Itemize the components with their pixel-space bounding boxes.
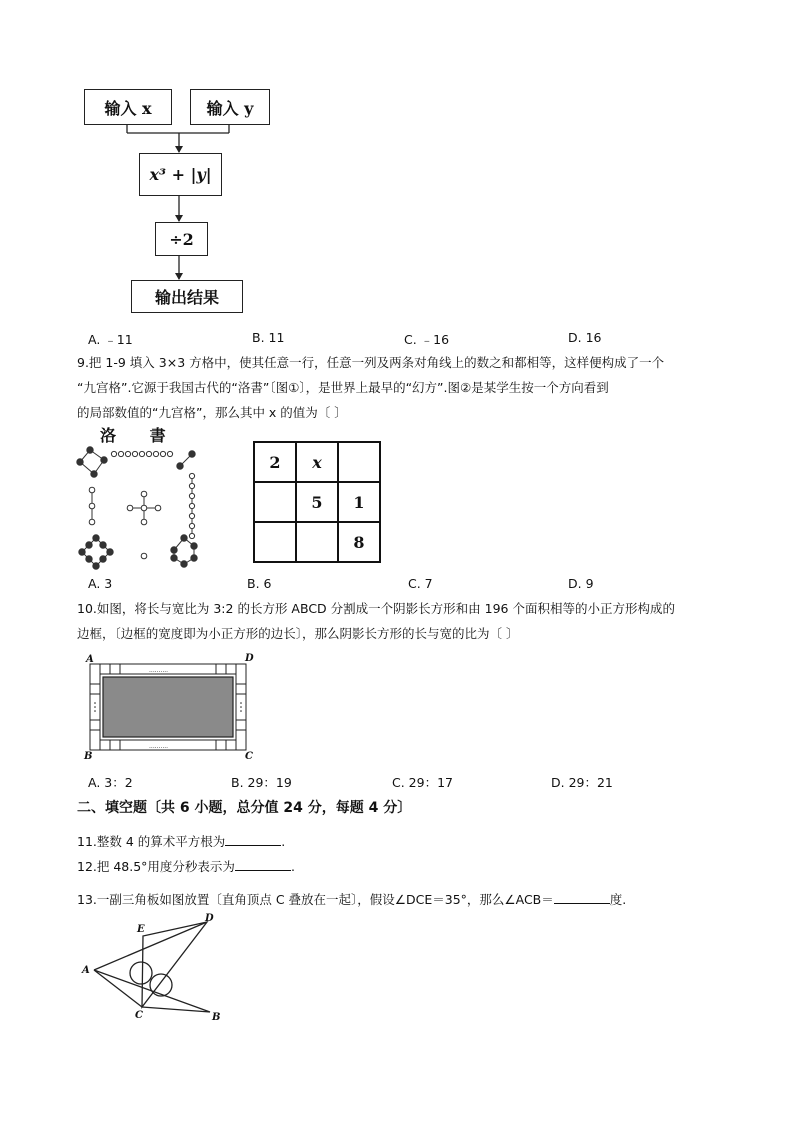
label-a: A [86, 654, 94, 665]
q12-text: 12.把 48.5°用度分秒表示为 [77, 859, 235, 874]
flow-divide: ÷2 [155, 222, 208, 256]
label-d: D [245, 653, 254, 664]
label-d: D [205, 913, 214, 924]
grid-cell [254, 522, 296, 562]
q8-option-c[interactable]: C. ﹣16 [404, 332, 450, 347]
q13-end: 度. [609, 892, 627, 907]
label-b: B [212, 1012, 221, 1023]
grid-cell-x: x [296, 442, 338, 482]
rectangle-abcd [89, 663, 251, 753]
flow-input-x: 输入 x [84, 89, 172, 125]
q12-answer-blank[interactable] [235, 857, 291, 871]
triangles [80, 910, 230, 1020]
grid-cell [338, 442, 380, 482]
q9-option-d[interactable]: D. 9 [568, 576, 594, 591]
flow-formula: x³ + |y| [139, 153, 222, 196]
shaded-rectangle [103, 677, 233, 737]
q10-option-b[interactable]: B. 29：19 [231, 775, 292, 790]
q10-option-a[interactable]: A. 3：2 [88, 775, 133, 790]
label-a: A [82, 965, 90, 976]
q10-stem-line-2: 边框，〔边框的宽度即为小正方形的边长〕，那么阴影长方形的长与宽的比为〔 〕 [77, 626, 519, 641]
q13-answer-blank[interactable] [554, 890, 610, 904]
q12-end: . [290, 859, 295, 874]
label-c: C [135, 1010, 143, 1021]
q11 [77, 832, 285, 852]
q9-option-a[interactable]: A. 3 [88, 576, 113, 591]
q11-end: . [281, 834, 286, 849]
label-e: E [137, 924, 145, 935]
q12 [77, 857, 295, 877]
q10-option-d[interactable]: D. 29：21 [551, 775, 613, 790]
svg-text:..........: .......... [149, 667, 169, 674]
grid-cell: 1 [338, 482, 380, 522]
section-title: 二、填空题〔共 6 小题，总分值 24 分，每题 4 分〕 [77, 800, 412, 816]
q9-stem-line-1: 9.把 1-9 填入 3×3 方格中，使其任意一行，任意一列及两条对角线上的数之和都相等，这样便构成了一个 [77, 355, 665, 370]
flow-input-y: 输入 y [190, 89, 270, 125]
grid-cell [254, 482, 296, 522]
q9-stem-line-3: 的局部数值的“九宫格”，那么其中 x 的值为〔 〕 [77, 405, 347, 420]
q10-stem-line-1: 10.如图，将长与宽比为 3:2 的长方形 ABCD 分割成一个阴影长方形和由 196 个面积相等的小正方形构成的 [77, 601, 675, 616]
q9-option-c[interactable]: C. 7 [408, 576, 433, 591]
q11-text: 11.整数 4 的算术平方根为 [77, 834, 226, 849]
q13 [77, 890, 626, 910]
q8-option-b[interactable]: B. 11 [252, 330, 285, 345]
magic-square-grid [253, 441, 381, 563]
q8-option-a[interactable]: A. ﹣11 [88, 332, 133, 347]
q9-stem-line-2: “九宫格”.它源于我国古代的“洛書”〔图①〕，是世界上最早的“幻方”.图②是某学生按一个方向看到 [77, 380, 609, 395]
luoshu-figure [70, 440, 210, 570]
grid-cell [296, 522, 338, 562]
label-b: B [84, 751, 93, 762]
q9-option-b[interactable]: B. 6 [247, 576, 272, 591]
grid-cell: 8 [338, 522, 380, 562]
grid-cell: 2 [254, 442, 296, 482]
q11-answer-blank[interactable] [225, 832, 281, 846]
svg-text:..........: .......... [149, 743, 169, 750]
q8-option-d[interactable]: D. 16 [568, 330, 602, 345]
q10-option-c[interactable]: C. 29：17 [392, 775, 453, 790]
label-c: C [245, 751, 253, 762]
q13-text: 13.一副三角板如图放置〔直角顶点 C 叠放在一起〕，假设∠DCE＝35°，那么∠ACB＝ [77, 892, 554, 907]
flow-connectors [0, 0, 794, 330]
flow-output: 输出结果 [131, 280, 243, 313]
luoshu-title: 洛 書 [100, 426, 180, 445]
grid-cell: 5 [296, 482, 338, 522]
